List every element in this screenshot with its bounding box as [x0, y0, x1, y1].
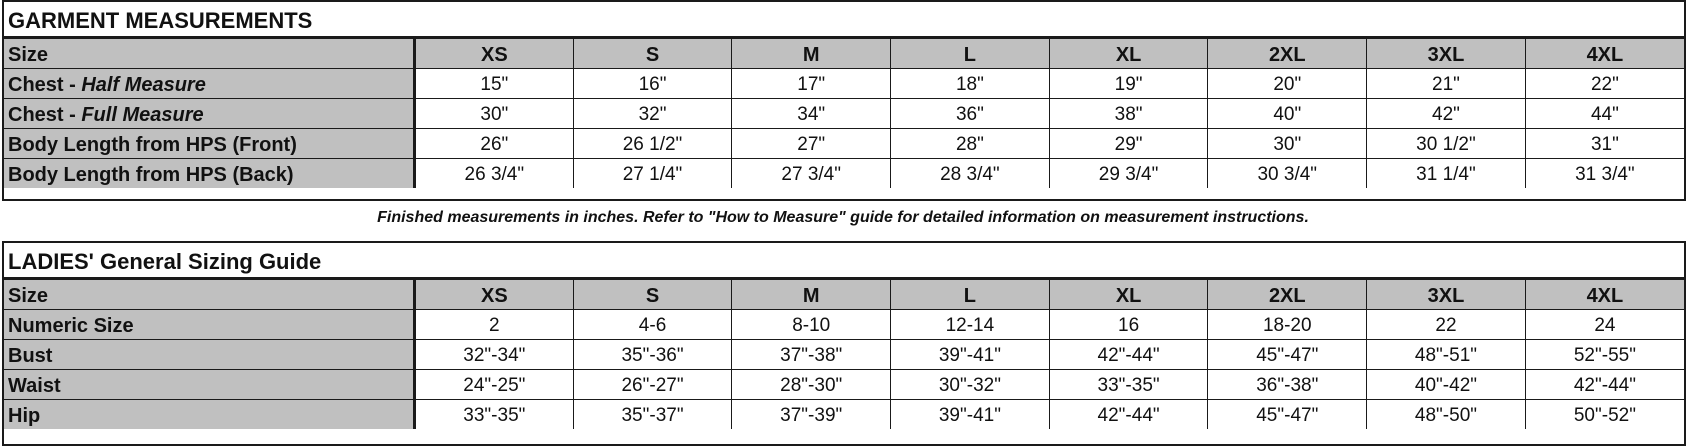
table-cell: 4-6 [573, 310, 732, 340]
size-header-cell: 4XL [1525, 280, 1684, 310]
table-cell: 40" [1208, 99, 1367, 129]
table-cell: 2 [415, 310, 574, 340]
table-row [4, 159, 1684, 189]
size-header-cell: XL [1049, 39, 1208, 69]
size-header-cell: M [732, 39, 891, 69]
table-cell: 15" [415, 69, 574, 99]
table-cell: 16 [1049, 310, 1208, 340]
table-cell: 31 3/4" [1525, 159, 1684, 189]
garment-table-title: GARMENT MEASUREMENTS [4, 2, 1684, 39]
table-row [4, 99, 1684, 129]
table-row [4, 69, 1684, 99]
table-cell: 42" [1367, 99, 1526, 129]
table-cell: 22" [1525, 69, 1684, 99]
ladies-header-row [4, 280, 1684, 310]
size-header-cell: 3XL [1367, 280, 1526, 310]
table-cell: 26 3/4" [415, 159, 574, 189]
row-label [4, 370, 415, 400]
table-cell: 31 1/4" [1367, 159, 1526, 189]
table-cell: 35"-37" [573, 400, 732, 430]
table-cell: 27 3/4" [732, 159, 891, 189]
table-cell: 24"-25" [415, 370, 574, 400]
size-header-cell: XS [415, 280, 574, 310]
table-cell: 52"-55" [1525, 340, 1684, 370]
table-cell: 32"-34" [415, 340, 574, 370]
table-cell: 17" [732, 69, 891, 99]
table-cell: 26"-27" [573, 370, 732, 400]
ladies-table-title: LADIES' General Sizing Guide [4, 243, 1684, 280]
table-cell: 30" [1208, 129, 1367, 159]
row-label-main: Body Length from HPS (Back) [8, 164, 294, 186]
table-cell: 22 [1367, 310, 1526, 340]
table-cell: 34" [732, 99, 891, 129]
measurement-note: Finished measurements in inches. Refer to "How to Measure" guide for detailed information on measurement instructions. [377, 209, 1309, 226]
table-cell: 39"-41" [891, 400, 1050, 430]
ladies-sizing-guide-table [2, 241, 1686, 446]
row-label [4, 340, 415, 370]
size-header-cell: XL [1049, 280, 1208, 310]
table-cell: 18-20 [1208, 310, 1367, 340]
table-cell: 21" [1367, 69, 1526, 99]
size-header-cell: 3XL [1367, 39, 1526, 69]
size-header-cell: S [573, 39, 732, 69]
table-cell: 36" [891, 99, 1050, 129]
table-cell: 19" [1049, 69, 1208, 99]
table-cell: 27 1/4" [573, 159, 732, 189]
table-cell: 35"-36" [573, 340, 732, 370]
table-cell: 42"-44" [1049, 400, 1208, 430]
size-header-cell: XS [415, 39, 574, 69]
table-cell: 30"-32" [891, 370, 1050, 400]
table-cell: 29 3/4" [1049, 159, 1208, 189]
row-label-main: Bust [8, 345, 53, 367]
table-cell: 48"-51" [1367, 340, 1526, 370]
garment-header-row [4, 39, 1684, 69]
table-cell: 29" [1049, 129, 1208, 159]
table-cell: 28 3/4" [891, 159, 1050, 189]
size-header-cell: M [732, 280, 891, 310]
table-cell: 45"-47" [1208, 400, 1367, 430]
table-row [4, 370, 1684, 400]
table-cell: 37"-39" [732, 400, 891, 430]
table-cell: 32" [573, 99, 732, 129]
row-label [4, 99, 415, 129]
row-label [4, 159, 415, 189]
row-label [4, 129, 415, 159]
table-cell: 31" [1525, 129, 1684, 159]
row-label-main: Numeric Size [8, 315, 134, 337]
table-cell: 26 1/2" [573, 129, 732, 159]
row-label-main: Chest - [8, 74, 82, 96]
row-label [4, 310, 415, 340]
table-cell: 39"-41" [891, 340, 1050, 370]
table-cell: 24 [1525, 310, 1684, 340]
garment-measurements-table [2, 0, 1686, 201]
table-cell: 27" [732, 129, 891, 159]
table-cell: 42"-44" [1049, 340, 1208, 370]
ladies-header-label: Size [4, 280, 415, 310]
size-header-cell: S [573, 280, 732, 310]
table-cell: 48"-50" [1367, 400, 1526, 430]
ladies-table-grid [4, 280, 1684, 429]
size-header-cell: 2XL [1208, 280, 1367, 310]
row-label [4, 69, 415, 99]
size-header-cell: 4XL [1525, 39, 1684, 69]
table-cell: 28"-30" [732, 370, 891, 400]
row-label [4, 400, 415, 430]
size-header-cell: 2XL [1208, 39, 1367, 69]
table-cell: 28" [891, 129, 1050, 159]
row-label-emphasis: Full Measure [81, 104, 204, 126]
row-label-main: Body Length from HPS (Front) [8, 134, 297, 156]
table-row [4, 129, 1684, 159]
table-cell: 30 1/2" [1367, 129, 1526, 159]
table-cell: 50"-52" [1525, 400, 1684, 430]
table-cell: 37"-38" [732, 340, 891, 370]
row-label-emphasis: Half Measure [81, 74, 206, 96]
table-cell: 8-10 [732, 310, 891, 340]
table-cell: 40"-42" [1367, 370, 1526, 400]
table-cell: 18" [891, 69, 1050, 99]
table-cell: 33"-35" [415, 400, 574, 430]
size-header-cell: L [891, 39, 1050, 69]
table-cell: 45"-47" [1208, 340, 1367, 370]
table-cell: 36"-38" [1208, 370, 1367, 400]
table-cell: 20" [1208, 69, 1367, 99]
garment-table-grid [4, 39, 1684, 188]
table-cell: 42"-44" [1525, 370, 1684, 400]
garment-header-label: Size [4, 39, 415, 69]
size-header-cell: L [891, 280, 1050, 310]
table-row [4, 310, 1684, 340]
table-row [4, 400, 1684, 430]
table-row [4, 340, 1684, 370]
table-cell: 30 3/4" [1208, 159, 1367, 189]
table-cell: 44" [1525, 99, 1684, 129]
table-cell: 12-14 [891, 310, 1050, 340]
table-cell: 38" [1049, 99, 1208, 129]
table-cell: 26" [415, 129, 574, 159]
table-cell: 30" [415, 99, 574, 129]
row-label-main: Waist [8, 375, 61, 397]
table-cell: 33"-35" [1049, 370, 1208, 400]
row-label-main: Hip [8, 405, 41, 427]
table-cell: 16" [573, 69, 732, 99]
row-label-main: Chest - [8, 104, 82, 126]
